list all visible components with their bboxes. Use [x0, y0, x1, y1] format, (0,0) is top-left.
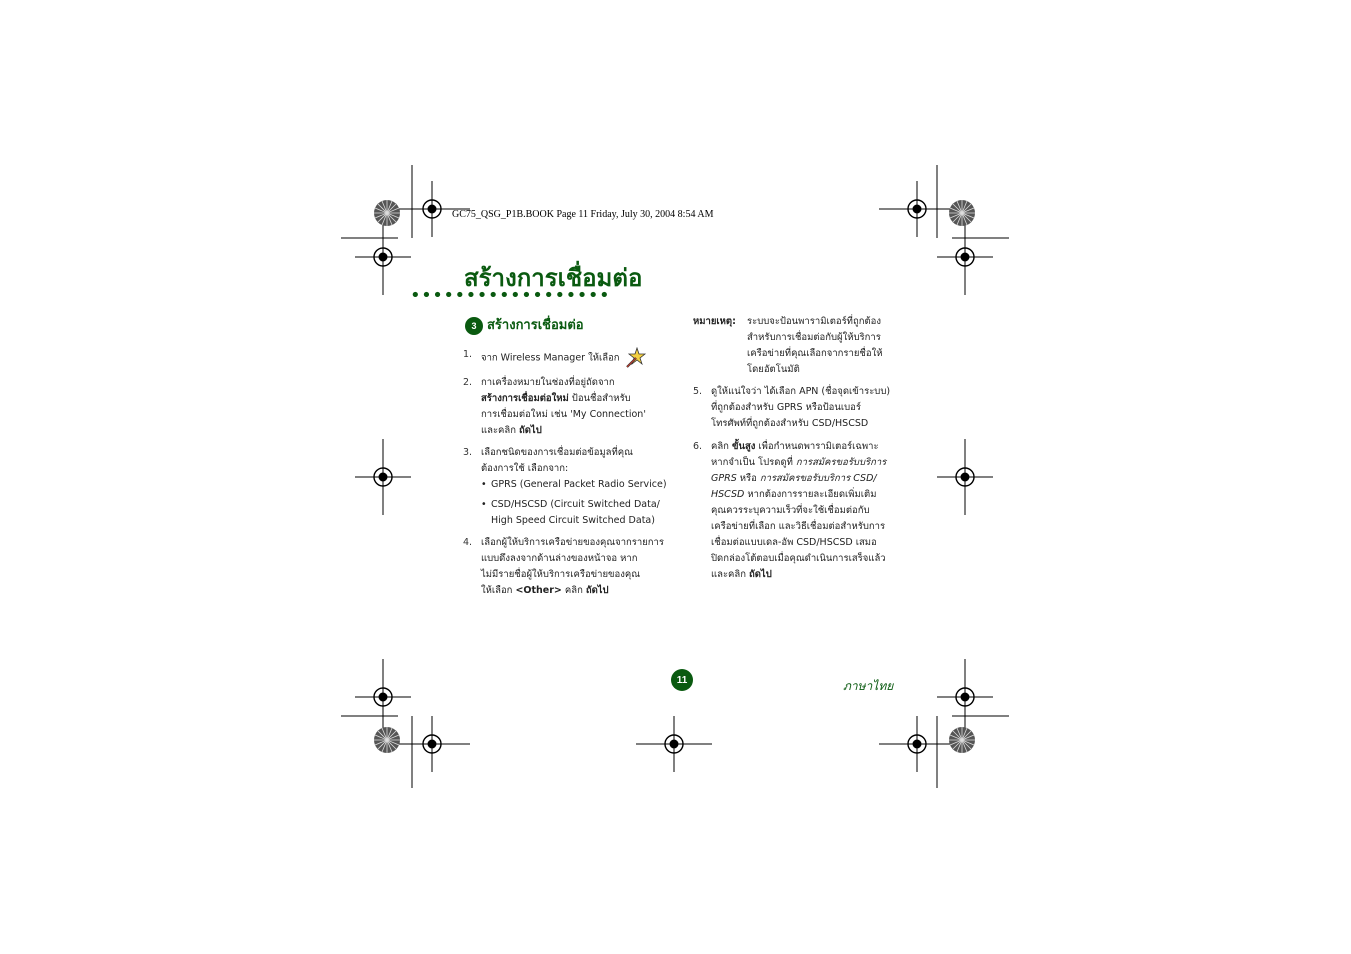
- step-text-line: คลิก: [711, 441, 732, 452]
- step-text-line: และคลิก: [481, 425, 519, 436]
- note-text: โดยอัตโนมัติ: [747, 364, 800, 375]
- next-label: ถัดไป: [519, 425, 542, 436]
- section-number-badge: 3: [465, 317, 483, 335]
- step-text-line: เลือกผู้ให้บริการเครือข่ายของคุณจากรายการ: [481, 537, 664, 548]
- bullet-text: GPRS (General Packet Radio Service): [491, 479, 667, 490]
- step-text-line: เครือข่ายที่เลือก และวิธีเชื่อมต่อสำหรับการ: [711, 521, 886, 532]
- new-connection-label: สร้างการเชื่อมต่อใหม่: [481, 393, 569, 404]
- advanced-label: ขั้นสูง: [731, 441, 756, 452]
- step-2: [463, 375, 683, 439]
- step-text-line: เพื่อกำหนดพารามิเตอร์เฉพาะ: [755, 441, 879, 452]
- step-text-line: การเชื่อมต่อใหม่ เช่น 'My Connection': [481, 409, 646, 420]
- next-label: ถัดไป: [585, 585, 609, 596]
- step-text-line: เชื่อมต่อแบบเดล-อัพ CSD/HSCSD เสมอ: [711, 537, 877, 548]
- next-label: ถัดไป: [749, 569, 772, 580]
- chapter-title: สร้างการเชื่อมต่อ: [464, 264, 643, 292]
- step-text: จาก Wireless Manager ให้เลือก: [481, 352, 620, 364]
- note-text: ระบบจะป้อนพารามิเตอร์ที่ถูกต้อง: [747, 316, 881, 327]
- note-text: สำหรับการเชื่อมต่อกับผู้ให้บริการ: [747, 332, 881, 343]
- step-text-line: กาเครื่องหมายในช่องที่อยู่ถัดจาก: [481, 377, 615, 388]
- step-number: 6.: [693, 441, 703, 452]
- bullet-text: CSD/HSCSD (Circuit Switched Data/: [491, 499, 660, 510]
- step-6: [693, 439, 913, 583]
- step-text-line: ดูให้แน่ใจว่า ได้เลือก APN (ชื่อจุดเข้าระบบ): [711, 386, 891, 397]
- note-label: หมายเหตุ:: [693, 316, 736, 327]
- step-number: 1.: [463, 349, 473, 360]
- page-number-badge: 11: [671, 669, 693, 691]
- step-text-line: ปิดกล่องโต้ตอบเมื่อคุณดำเนินการเสร็จแล้ว: [711, 553, 886, 564]
- book-header: GC75_QSG_P1B.BOOK Page 11 Friday, July 30, 2004 8:54 AM: [452, 209, 714, 220]
- step-text-line: คุณควรระบุความเร็วที่จะใช้เชื่อมต่อกับ: [711, 505, 870, 516]
- step-text-line: แบบดึงลงจากด้านล่างของหน้าจอ หาก: [481, 553, 638, 564]
- step-number: 5.: [693, 386, 703, 397]
- title-dot-leader: ••••••••••••••••••: [410, 285, 611, 306]
- cross-reference: GPRS: [711, 473, 737, 484]
- step-text-line: ป้อนชื่อสำหรับ: [568, 393, 631, 404]
- step-text-line: โทรศัพท์ที่ถูกต้องสำหรับ CSD/HSCSD: [711, 418, 869, 429]
- step-text-line: เลือกชนิดของการเชื่อมต่อข้อมูลที่คุณ: [481, 447, 633, 458]
- step-text-line: ที่ถูกต้องสำหรับ GPRS หรือป้อนเบอร์: [711, 402, 861, 413]
- step-text-line: คลิก: [561, 585, 586, 596]
- step-text-line: หรือ: [736, 473, 760, 484]
- section-title: สร้างการเชื่อมต่อ: [487, 318, 584, 333]
- step-4: [463, 535, 683, 599]
- step-text-line: หากจำเป็น โปรดดูที่: [711, 457, 796, 468]
- magic-wand-icon: [625, 347, 647, 369]
- step-number: 3.: [463, 447, 473, 458]
- bullet-text: High Speed Circuit Switched Data): [491, 515, 655, 526]
- other-option-label: <Other>: [515, 585, 562, 596]
- step-text-line: หากต้องการรายละเอียดเพิ่มเติม: [744, 489, 877, 500]
- step-number: 2.: [463, 377, 473, 388]
- step-number: 4.: [463, 537, 473, 548]
- note-block: [693, 314, 913, 378]
- cross-reference: การสมัครขอรับบริการ CSD/: [759, 473, 877, 484]
- step-text-line: ต้องการใช้ เลือกจาก:: [481, 463, 569, 474]
- language-label: ภาษาไทย: [843, 679, 894, 693]
- step-text-line: ไม่มีรายชื่อผู้ให้บริการเครือข่ายของคุณ: [481, 569, 641, 580]
- step-5: [693, 384, 913, 432]
- note-text: เครือข่ายที่คุณเลือกจากรายชื่อให้: [747, 348, 883, 359]
- cross-reference: การสมัครขอรับบริการ: [795, 457, 887, 468]
- step-3: 3. เลือกชนิดของการเชื่อมต่อข้อมูลที่คุณ ต้องการใช้ เลือกจาก: • GPRS (General Packet Radio Service) • CSD/HSCSD (Circuit Switched Data/ High Speed Circuit Switched Data): [463, 445, 683, 535]
- step-1: [463, 347, 683, 363]
- step-text-line: และคลิก: [711, 569, 749, 580]
- step-text-line: ให้เลือก: [481, 585, 516, 596]
- cross-reference: HSCSD: [711, 489, 745, 500]
